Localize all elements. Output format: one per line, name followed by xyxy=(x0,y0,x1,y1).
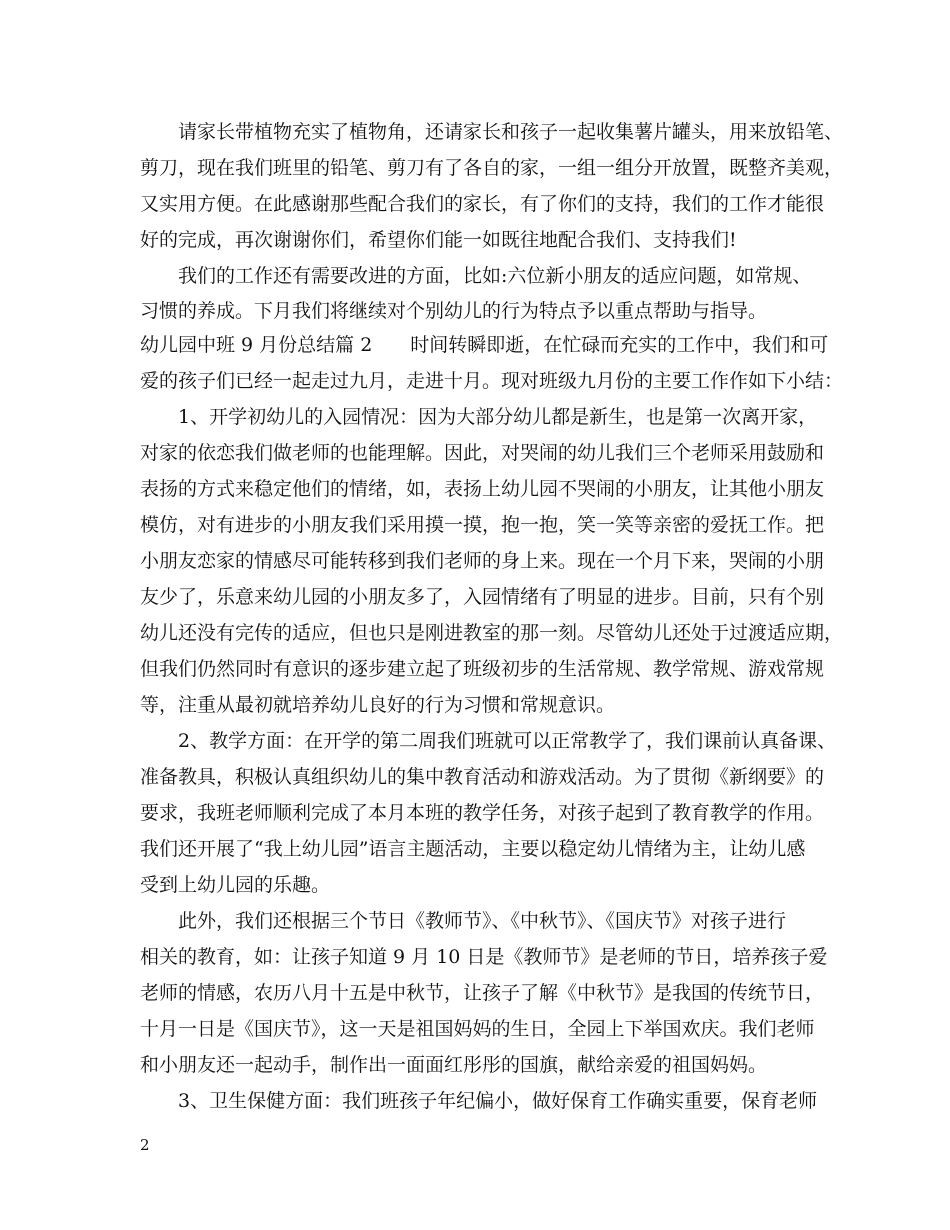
text-line: 但我们仍然同时有意识的逐步建立起了班级初步的生活常规、教学常规、游戏常规 xyxy=(140,658,825,680)
text-line: 相关的教育，如：让孩子知道 9 月 10 日是《教师节》是老师的节日，培养孩子爱 xyxy=(140,946,828,968)
text-line: 老师的情感，农历八月十五是中秋节，让孩子了解《中秋节》是我国的传统节日， xyxy=(140,982,825,1004)
text-line: 剪刀，现在我们班里的铅笔、剪刀有了各自的家，一组一组分开放置，既整齐美观， xyxy=(140,157,844,179)
text-line: 爱的孩子们已经一起走过九月，走进十月。现对班级九月份的主要工作作如下小结： xyxy=(140,370,844,392)
text-line: 模仿，对有进步的小朋友我们采用摸一摸，抱一抱，笑一笑等亲密的爱抚工作。把 xyxy=(140,514,825,536)
text-line: 等，注重从最初就培养幼儿良好的行为习惯和常规意识。 xyxy=(140,694,616,716)
text-line: 1、开学初幼儿的入园情况：因为大部分幼儿都是新生，也是第一次离开家， xyxy=(178,406,818,428)
text-line: 3、卫生保健方面：我们班孩子年纪偏小，做好保育工作确实重要，保育老师 xyxy=(178,1090,818,1112)
text-line: 此外，我们还根据三个节日《教师节》、《中秋节》、《国庆节》对孩子进行 xyxy=(178,910,787,932)
text-line: 2、教学方面：在开学的第二周我们班就可以正常教学了，我们课前认真备课、 xyxy=(178,730,837,752)
text-line: 和小朋友还一起动手，制作出一面面红彤彤的国旗，献给亲爱的祖国妈妈。 xyxy=(140,1054,768,1076)
text-line: 好的完成，再次谢谢你们，希望你们能一如既往地配合我们、支持我们! xyxy=(140,229,737,251)
text-line: 友少了，乐意来幼儿园的小朋友多了，入园情绪有了明显的进步。目前，只有个别 xyxy=(140,586,825,608)
text-line: 我们的工作还有需要改进的方面，比如:六位新小朋友的适应问题，如常规、 xyxy=(178,265,812,287)
text-line: 十月一日是《国庆节》，这一天是祖国妈妈的生日，全园上下举国欢庆。我们老师 xyxy=(140,1018,815,1040)
text-line: 又实用方便。在此感谢那些配合我们的家长，有了你们的支持，我们的工作才能很 xyxy=(140,193,825,215)
text-line: 小朋友恋家的情感尽可能转移到我们老师的身上来。现在一个月下来，哭闹的小朋 xyxy=(140,550,825,572)
text-line: 要求，我班老师顺利完成了本月本班的教学任务，对孩子起到了教育教学的作用。 xyxy=(140,802,825,824)
text-line: 习惯的养成。下月我们将继续对个别幼儿的行为特点予以重点帮助与指导。 xyxy=(140,300,768,322)
section-heading-line: 幼儿园中班 9 月份总结篇 2 时间转瞬即逝，在忙碌而充实的工作中，我们和可 xyxy=(140,334,829,356)
text-line: 准备教具，积极认真组织幼儿的集中教育活动和游戏活动。为了贯彻《新纲要》的 xyxy=(140,766,825,788)
text-line: 表扬的方式来稳定他们的情绪，如，表扬上幼儿园不哭闹的小朋友，让其他小朋友 xyxy=(140,478,825,500)
text-line: 幼儿还没有完传的适应，但也只是刚进教室的那一刻。尽管幼儿还处于过渡适应期， xyxy=(140,622,844,644)
text-line: 我们还开展了“我上幼儿园”语言主题活动，主要以稳定幼儿情绪为主，让幼儿感 xyxy=(140,838,806,860)
text-line: 请家长带植物充实了植物角，还请家长和孩子一起收集薯片罐头，用来放铅笔、 xyxy=(178,121,844,143)
text-line: 对家的依恋我们做老师的也能理解。因此，对哭闹的幼儿我们三个老师采用鼓励和 xyxy=(140,442,825,464)
page-number: 2 xyxy=(140,1136,150,1154)
text-line: 受到上幼儿园的乐趣。 xyxy=(140,874,331,896)
